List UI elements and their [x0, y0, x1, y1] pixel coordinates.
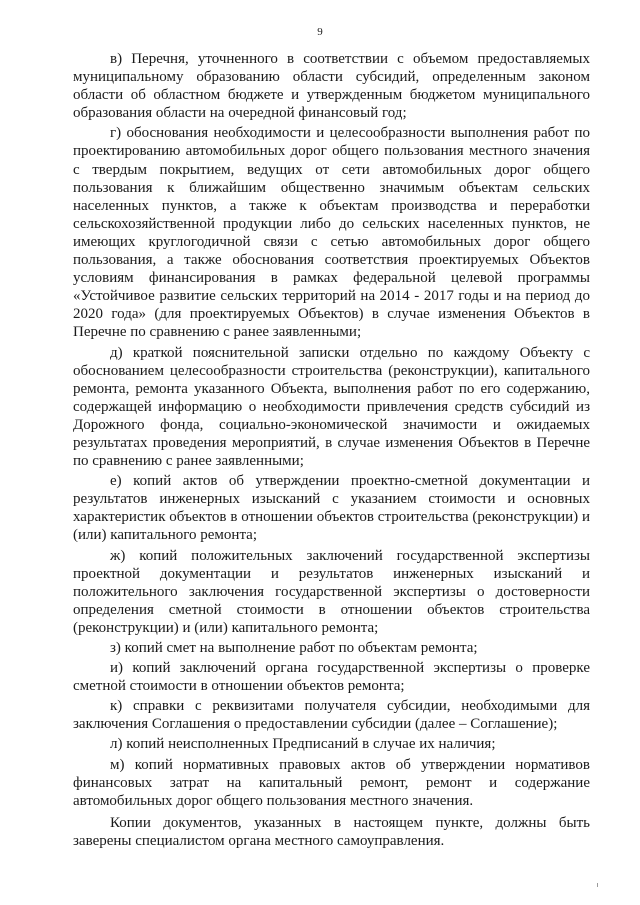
document-text-body — [73, 50, 590, 852]
scan-edge-mark — [597, 883, 598, 887]
paragraph-l-item: л) копий неисполненных Предписаний в случае их наличия; — [110, 736, 496, 753]
paragraph-d-item: д) краткой пояснительной записки отдельно по каждому Объекту с обоснованием целесообразности строительства (реконструкции), капитального ремонта, ремонта указанного Объекта, выполнения работ по его содержанию, содержащей информацию о необходимости привлечения средств субсидий из Дорожного фонда, социально-экономической значимости и ожидаемых результатах проведения мероприятий, в случае изменения Объектов в Перечне по сравнению с ранее заявленными; — [73, 344, 590, 470]
page-number: 9 — [317, 26, 323, 38]
paragraph-k-item: к) справки с реквизитами получателя субсидии, необходимыми для заключения Соглашения о предоставлении субсидии (далее – Соглашение); — [73, 698, 590, 733]
paragraph-e-item: е) копий актов об утверждении проектно-сметной документации и результатов инженерных изысканий с указанием стоимости и основных характеристик объектов в отношении объектов строительства (реконструкции) и (или) капитального ремонта; — [73, 473, 590, 544]
paragraph-zh-item: ж) копий положительных заключений государственной экспертизы проектной документации и результатов инженерных изысканий и положительного заключения государственной экспертизы о достоверности определения сметной стоимости в отношении объектов строительства (реконструкции) и (или) капитального ремонта; — [73, 547, 590, 636]
paragraph-g-item: г) обоснования необходимости и целесообразности выполнения работ по проектированию автомобильных дорог общего пользования местного значения с твердым покрытием, ведущих от сети автомобильных дорог общего пользования к ближайшим общественно значимым объектам сельских населенных пунктов, а также к объектам производства и переработки сельскохозяйственной продукции либо до сельских населенных пунктов, не имеющих круглогодичной связи с сетью автомобильных дорог общего пользования, а также обоснования соответствия проектируемых Объектов условиям финансирования в рамках федеральной целевой программы «Устойчивое развитие сельских территорий на 2014 - 2017 годы и на период до 2020 года» (для проектируемых Объектов) в случае изменения Объектов в Перечне по сравнению с ранее заявленными; — [73, 125, 590, 341]
paragraph-m-item: м) копий нормативных правовых актов об утверждении нормативов финансовых затрат на капитальный ремонт, ремонт и содержание автомобильных дорог общего пользования местного значения. — [73, 756, 590, 809]
paragraph-closing-note: Копии документов, указанных в настоящем пункте, должны быть заверены специалистом органа местного самоуправления. — [73, 814, 590, 849]
paragraph-i-item: и) копий заключений органа государственной экспертизы о проверке сметной стоимости в отношении объектов ремонта; — [73, 660, 590, 695]
paragraph-z-item: з) копий смет на выполнение работ по объектам ремонта; — [110, 640, 478, 656]
paragraph-v-item: в) Перечня, уточненного в соответствии с объемом предоставляемых муниципальному образованию области субсидий, определенным законом области об областном бюджете и утвержденным бюджетом муниципального образования области на очередной финансовый год; — [73, 51, 590, 122]
